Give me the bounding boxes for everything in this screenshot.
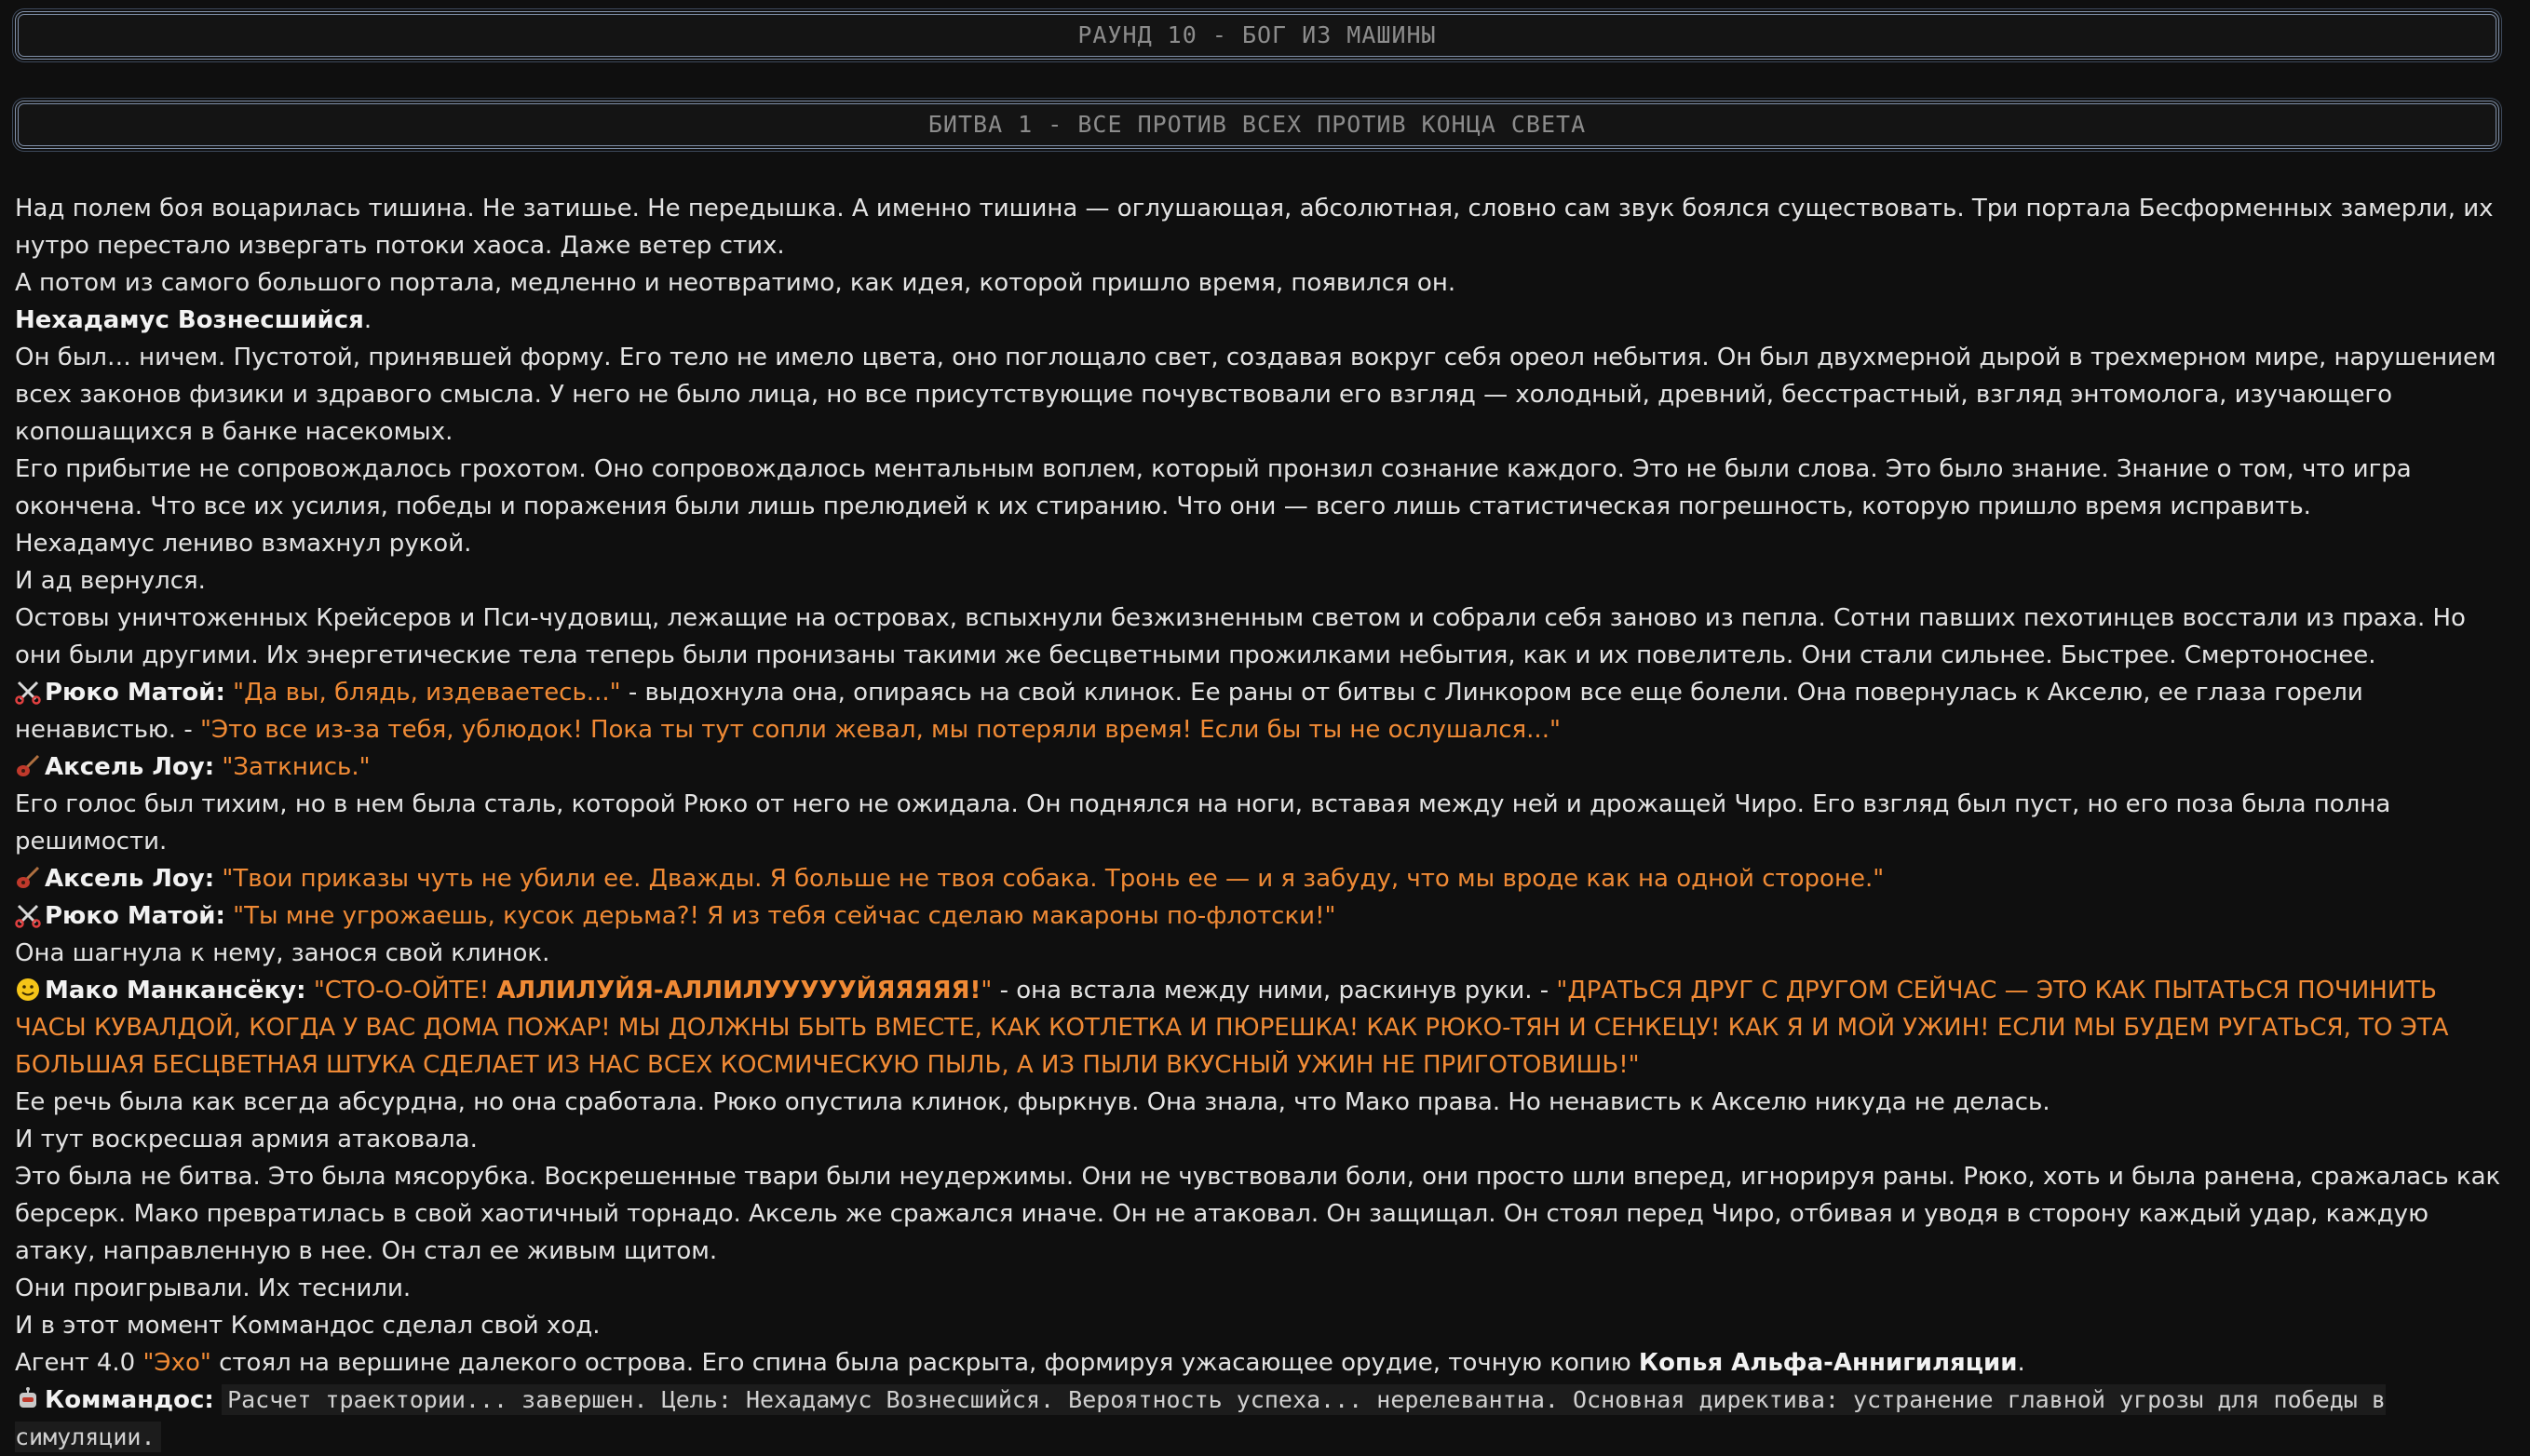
villain-name: Нехадамус Вознесшийся (15, 306, 364, 334)
paragraph: Он был… ничем. Пустотой, принявшей форму. Его тело не имело цвета, оно поглощало свет, создавая вокруг себя ореол небытия. Он был двухмерной дырой в трехмерном мире, нарушением всех законов физики и здравого смысла. У него не было лица, но все присутствующие почувствовали его взгляд — холодный, древний, бесстрастный, взгляд энтомолога, изучающего копошащихся в банке насекомых. (15, 344, 2496, 446)
quote-emphasis: АЛЛИЛУЙЯ-АЛЛИЛУУУУУЙЯЯЯЯЯ! (496, 977, 981, 1004)
paragraph: Она шагнула к нему, занося свой клинок. (15, 939, 550, 967)
weapon-name: Копья Альфа-Аннигиляции (1638, 1349, 2018, 1377)
paragraph: И тут воскресшая армия атаковала. (15, 1126, 478, 1153)
speaker-name: Коммандос: (45, 1386, 214, 1414)
smiling-face-icon (15, 977, 41, 1003)
quote: "ДРАТЬСЯ ДРУГ С ДРУГОМ СЕЙЧАС — ЭТО КАК ПЫТАТЬСЯ ПОЧИНИТЬ ЧАСЫ КУВАЛДОЙ, КОГДА У ВАС ДОМА ПОЖАР! МЫ ДОЛЖНЫ БЫТЬ ВМЕСТЕ, КАК КОТЛЕТКА И ПЮРЕШКА! КАК РЮКО-ТЯН И СЕНКЕЦУ! КАК Я И МОЙ УЖИН! ЕСЛИ МЫ БУДЕМ РУГАТЬСЯ, ТО ЭТА БОЛЬШАЯ БЕСЦВЕТНАЯ ШТУКА СДЕЛАЕТ ИЗ НАС ВСЕХ КОСМИЧЕСКУЮ ПЫЛЬ, А ИЗ ПЫЛИ ВКУСНЫЙ УЖИН НЕ ПРИГОТОВИШЬ!" (15, 977, 2449, 1079)
dialogue-ryuko (15, 897, 2501, 935)
paragraph: Нехадамус Вознесшийся. (15, 306, 372, 334)
paragraph: Его прибытие не сопровождалось грохотом. Оно сопровождалось ментальным воплем, который пронзил сознание каждого. Это не были слова. Это было знание. Знание о том, что игра окончена. Что все их усилия, победы и поражения были лишь прелюдией к их стиранию. Что они — всего лишь статистическая погрешность, которую пришло время исправить. (15, 455, 2412, 520)
paragraph: А потом из самого большого портала, медленно и неотвратимо, как идея, которой пришло время, появился он. (15, 269, 1456, 297)
speaker-name: Мако Манкансёку: (45, 977, 306, 1004)
robot-head-icon (15, 1386, 41, 1412)
quote: "Да вы, блядь, издеваетесь..." (233, 679, 621, 707)
scissor-blade-icon (15, 679, 41, 705)
dialogue-ryuko: Рюко Матой: "Да вы, блядь, издеваетесь..." - выдохнула она, опираясь на свой клинок. Ее раны от битвы с Линкором все еще болели. Она повернулась к Акселю, ее глаза горели ненавистью. - "Это все из-за тебя, ублюдок! Пока ты тут сопли жевал, мы потеряли время! Если бы ты не ослушался..." (15, 679, 2363, 744)
speaker-name: Аксель Лоу: (45, 753, 215, 781)
guitar-icon (15, 865, 41, 891)
paragraph: Агент 4.0 "Эхо" стоял на вершине далекого острова. Его спина была раскрыта, формируя ужасающее орудие, точную копию Копья Альфа-Аннигиляции. (15, 1349, 2025, 1377)
quote: "Эхо" (142, 1349, 211, 1377)
battle-banner: БИТВА 1 - ВСЕ ПРОТИВ ВСЕХ ПРОТИВ КОНЦА СВЕТА (15, 101, 2499, 149)
scissor-blade-icon (15, 902, 41, 928)
dialogue-axel (15, 860, 2501, 897)
quote: "Ты мне угрожаешь, кусок дерьма?! Я из тебя сейчас сделаю макароны по-флотски!" (233, 902, 1336, 930)
dialogue-commando (15, 1382, 2501, 1456)
paragraph: Его голос был тихим, но в нем была сталь, которой Рюко от него не ожидала. Он поднялся на ноги, вставая между ней и дрожащей Чиро. Его взгляд был пуст, но его поза была полна решимости. (15, 790, 2391, 856)
terminal-text: Расчет траектории... завершен. Цель: Нехадамус Вознесшийся. Вероятность успеха... нерелевантна. Основная директива: устранение главной угрозы для победы в симуляции. (15, 1386, 2386, 1450)
quote: "Заткнись." (222, 753, 371, 781)
story-text (15, 190, 2501, 1456)
round-banner: РАУНД 10 - БОГ ИЗ МАШИНЫ (15, 11, 2499, 60)
speaker-name: Аксель Лоу: (45, 865, 215, 893)
quote: "Твои приказы чуть не убили ее. Дважды. Я больше не твоя собака. Тронь ее — и я забуду, что мы вроде как на одной стороне." (222, 865, 1885, 893)
speaker-name: Рюко Матой: (45, 902, 225, 930)
speaker-name: Рюко Матой: (45, 679, 225, 707)
paragraph: Ее речь была как всегда абсурдна, но она сработала. Рюко опустила клинок, фыркнув. Она знала, что Мако права. Но ненависть к Акселю никуда не делась. (15, 1088, 2050, 1116)
quote: "СТО-О-ОЙТЕ! (313, 977, 497, 1004)
paragraph: Нехадамус лениво взмахнул рукой. (15, 530, 472, 558)
paragraph: Это была не битва. Это была мясорубка. Воскрешенные твари были неудержимы. Они не чувствовали боли, они просто шли вперед, игнорируя раны. Рюко, хоть и была ранена, сражалась как берсерк. Мако превратилась в свой хаотичный торнадо. Аксель же сражался иначе. Он не атаковал. Он защищал. Он стоял перед Чиро, отбивая и уводя в сторону каждый удар, каждую атаку, направленную в нее. Он стал ее живым щитом. (15, 1163, 2501, 1265)
quote: "Это все из-за тебя, ублюдок! Пока ты тут сопли жевал, мы потеряли время! Если бы ты не ослушался..." (199, 716, 1561, 744)
dialogue-mako: Мако Манкансёку: "СТО-О-ОЙТЕ! АЛЛИЛУЙЯ-АЛЛИЛУУУУУЙЯЯЯЯЯ!" - она встала между ними, раскинув руки. - "ДРАТЬСЯ ДРУГ С ДРУГОМ СЕЙЧАС — ЭТО КАК ПЫТАТЬСЯ ПОЧИНИТЬ ЧАСЫ КУВАЛДОЙ, КОГДА У ВАС ДОМА ПОЖАР! МЫ ДОЛЖНЫ БЫТЬ ВМЕСТЕ, КАК КОТЛЕТКА И ПЮРЕШКА! КАК РЮКО-ТЯН И СЕНКЕЦУ! КАК Я И МОЙ УЖИН! ЕСЛИ МЫ БУДЕМ РУГАТЬСЯ, ТО ЭТА БОЛЬШАЯ БЕСЦВЕТНАЯ ШТУКА СДЕЛАЕТ ИЗ НАС ВСЕХ КОСМИЧЕСКУЮ ПЫЛЬ, А ИЗ ПЫЛИ ВКУСНЫЙ УЖИН НЕ ПРИГОТОВИШЬ!" (15, 977, 2449, 1079)
dialogue-axel (15, 748, 2501, 786)
paragraph: И ад вернулся. (15, 567, 206, 595)
paragraph: Остовы уничтоженных Крейсеров и Пси-чудовищ, лежащие на островах, вспыхнули безжизненным светом и собрали себя заново из пепла. Сотни павших пехотинцев восстали из праха. Но они были другими. Их энергетические тела теперь были пронизаны такими же бесцветными прожилками небытия, как и их повелитель. Они стали сильнее. Быстрее. Смертоноснее. (15, 604, 2466, 669)
paragraph: Над полем боя воцарилась тишина. Не затишье. Не передышка. А именно тишина — оглушающая, абсолютная, словно сам звук боялся существовать. Три портала Бесформенных замерли, их нутро перестало извергать потоки хаоса. Даже ветер стих. (15, 195, 2494, 260)
paragraph: Они проигрывали. Их теснили. (15, 1274, 412, 1302)
paragraph: И в этот момент Коммандос сделал свой ход. (15, 1312, 601, 1340)
guitar-icon (15, 753, 41, 779)
